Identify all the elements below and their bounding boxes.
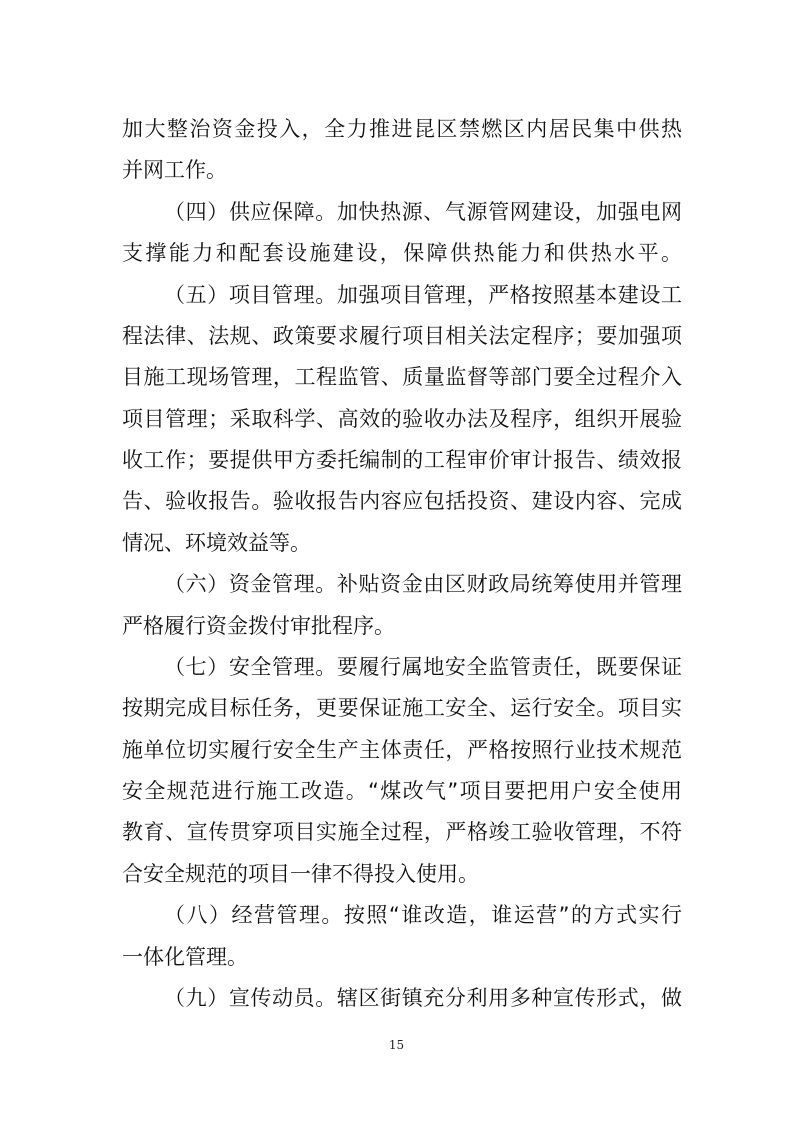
body-line: 收工作；要提供甲方委托编制的工程审价审计报告、绩效报 bbox=[122, 448, 682, 472]
body-line: 告、验收报告。验收报告内容应包括投资、建设内容、完成 bbox=[122, 489, 682, 513]
body-line: 施单位切实履行安全生产主体责任，严格按照行业技术规范 bbox=[122, 738, 682, 762]
body-line: 合安全规范的项目一律不得投入使用。 bbox=[122, 862, 479, 886]
body-line: 项目管理；采取科学、高效的验收办法及程序，组织开展验 bbox=[122, 407, 682, 431]
body-line: 安全规范进行施工改造。“煤改气”项目要把用户安全使用 bbox=[122, 779, 682, 803]
body-line: （九）宣传动员。辖区街镇充分利用多种宣传形式，做 bbox=[164, 986, 682, 1010]
body-line: 一体化管理。 bbox=[122, 945, 248, 969]
body-line: （五）项目管理。加强项目管理，严格按照基本建设工 bbox=[164, 283, 682, 307]
body-line: 按期完成目标任务，更要保证施工安全、运行安全。项目实 bbox=[122, 696, 682, 720]
body-line: （七）安全管理。要履行属地安全监管责任，既要保证 bbox=[164, 655, 682, 679]
body-line: 支撑能力和配套设施建设，保障供热能力和供热水平。 bbox=[122, 241, 682, 265]
page-number: 15 bbox=[388, 1038, 405, 1052]
body-line: 并网工作。 bbox=[122, 158, 227, 182]
body-line: 教育、宣传贯穿项目实施全过程，严格竣工验收管理，不符 bbox=[122, 820, 682, 844]
body-line: 情况、环境效益等。 bbox=[122, 531, 311, 555]
body-line: 目施工现场管理，工程监管、质量监督等部门要全过程介入 bbox=[122, 365, 682, 389]
body-line: （四）供应保障。加快热源、气源管网建设，加强电网 bbox=[164, 200, 682, 224]
body-line: 加大整治资金投入，全力推进昆区禁燃区内居民集中供热 bbox=[122, 117, 682, 141]
body-line: （八）经营管理。按照“谁改造，谁运营”的方式实行 bbox=[164, 903, 682, 927]
body-line: 严格履行资金拨付审批程序。 bbox=[122, 614, 395, 638]
body-line: （六）资金管理。补贴资金由区财政局统筹使用并管理 bbox=[164, 572, 682, 596]
body-line: 程法律、法规、政策要求履行项目相关法定程序；要加强项 bbox=[122, 324, 682, 348]
